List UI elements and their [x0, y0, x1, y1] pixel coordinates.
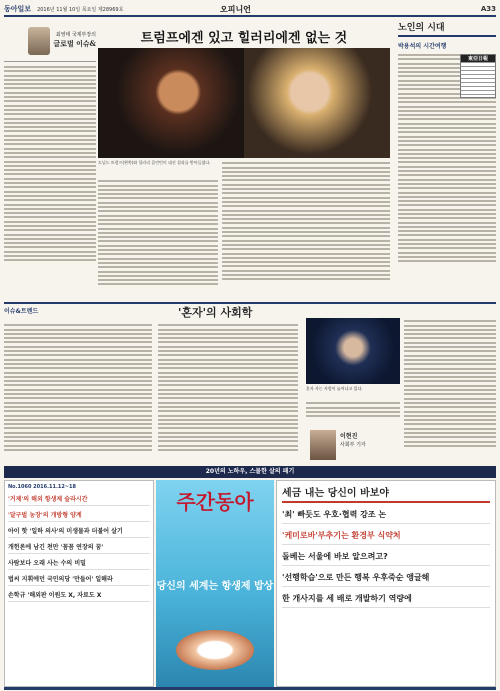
magazine-tagline: 당신의 세계는 항생제 밥상: [156, 581, 274, 592]
photo-caption: 도널드 트럼프(왼쪽)와 힐러리 클린턴이 대선 결과를 받아들였다.: [98, 160, 211, 165]
feature-body: [222, 160, 390, 283]
feature-photo: [98, 48, 390, 158]
old-newspaper-thumbnail: 東亞日報: [460, 54, 496, 98]
column-title: 노인의 시대: [398, 20, 496, 37]
reporter-role: 사회부 기자: [340, 441, 366, 448]
article-body: [4, 66, 96, 261]
ad-item[interactable]: '달구벌 농장'의 개방형 양계: [8, 510, 150, 522]
reporter-name: 이현진: [340, 433, 358, 440]
ad-headline-item[interactable]: 돌베는 서울에 바보 알으려고?: [282, 551, 490, 566]
photo-left: [98, 48, 244, 158]
ad-item[interactable]: 개헌론에 남긴 천만 '꼼꼼 연장의 꿈': [8, 542, 150, 554]
section-headline: '혼자'의 사회학: [178, 306, 253, 319]
article-body-d: [404, 318, 496, 449]
reporter-byline: [340, 432, 366, 449]
column-author: 박용석의 시간여행: [398, 43, 447, 50]
issue-date: 2016년 11월 10일 목요일 제28969호: [37, 6, 124, 13]
left-column: [4, 20, 96, 300]
magazine-title: 주간동아: [176, 490, 254, 514]
ad-top-headline[interactable]: 세금 내는 당신이 바보야: [282, 484, 490, 503]
photo-right: [244, 48, 390, 158]
section-kicker: 이슈&트렌드: [4, 308, 39, 315]
ad-item[interactable]: 사람보다 오래 사는 수의 비밀: [8, 558, 150, 570]
article-body-a: [4, 322, 152, 453]
reporter-photo: [310, 430, 336, 460]
ad-contents-list: [4, 480, 154, 687]
ad-item[interactable]: '거제'의 해외 항생제 슬라시간: [8, 494, 150, 506]
page-number: A33: [480, 5, 496, 13]
right-column: [398, 20, 496, 265]
magazine-cover[interactable]: [156, 480, 274, 687]
ad-headline-item[interactable]: '선행학습'으로 만든 행복 우후죽순 앵글해: [282, 572, 490, 587]
newspaper-logo: 동아일보: [4, 4, 32, 13]
author-photo: [28, 27, 50, 55]
section-photo: [306, 318, 400, 384]
feature-headline: 트럼프에겐 있고 힐러리에겐 없는 것: [140, 31, 348, 46]
ad-headlines: [276, 480, 496, 687]
ad-issue: No.1060 2016.11.12~18: [8, 484, 76, 490]
ad-item[interactable]: 아이 핫 '일하 의사'의 미생물과 더불어 살기: [8, 526, 150, 538]
feature-body-left: [98, 178, 218, 288]
article-body-c: [306, 400, 400, 419]
ad-headline-item[interactable]: '최' 빠듯도 우호·협력 강조 논: [282, 509, 490, 524]
ad-item[interactable]: 손학규 '해외판 이원도 X, 자료도 X: [8, 590, 150, 602]
ad-headline-item[interactable]: '케미로바'부추기는 환경부 식약처: [282, 530, 490, 545]
ad-headline-item[interactable]: 한 개사지를 세 배로 개발하기 역량에: [282, 593, 490, 608]
article-body-b: [158, 322, 298, 453]
section-photo-caption: 혼자 사는 사람이 늘어나고 있다.: [306, 386, 363, 391]
section-title: 오피니언: [220, 3, 251, 14]
ad-item[interactable]: 법씨 지휘에던 국민의당 '만들어' 일해라: [8, 574, 150, 586]
ad-banner: 20년의 노하우, 스물한 살의 패기: [4, 466, 496, 478]
byline: [4, 20, 96, 62]
page-header: [4, 3, 496, 17]
page-footer: [4, 687, 496, 690]
author-title: 최영태 국제부장의: [55, 31, 96, 38]
column-name: 글로벌 이슈&: [53, 39, 96, 48]
food-image: [176, 630, 254, 670]
